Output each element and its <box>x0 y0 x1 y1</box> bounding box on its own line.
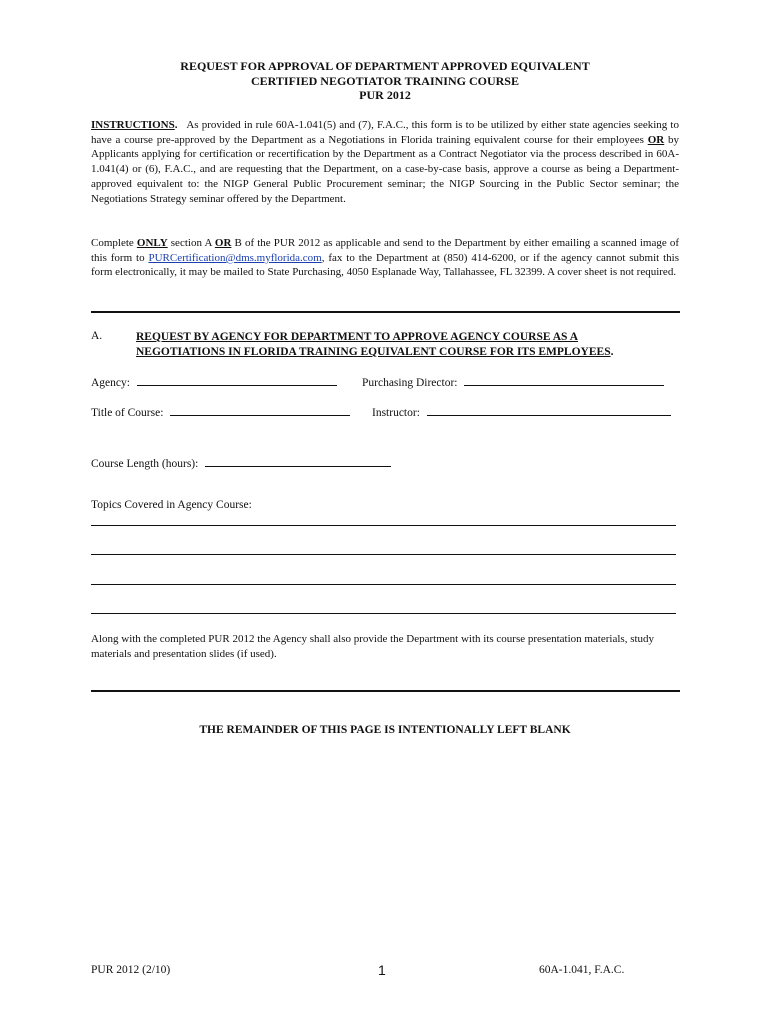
complete-text-c: B of the PUR 2012 as applicable and send to the Department by either emailing a scanned image of this form to <box>91 237 679 264</box>
instructor-input-line[interactable] <box>427 404 671 416</box>
materials-note: Along with the completed PUR 2012 the Agency shall also provide the Department with its course presentation materials, study materials and presentation slides (if used). <box>91 633 655 660</box>
footer-form-id: PUR 2012 (2/10) <box>91 964 171 976</box>
topics-line-3[interactable] <box>91 584 676 585</box>
footer-page-number: 1 <box>378 962 386 978</box>
complete-text-b: section A <box>170 237 212 249</box>
section-a-title-period: . <box>610 346 614 358</box>
agency-field <box>91 374 337 389</box>
instructions-paragraph <box>91 118 679 206</box>
course-length-label: Course Length (hours): <box>91 458 199 470</box>
form-title <box>0 59 770 103</box>
course-length-field <box>91 455 391 470</box>
instructions-heading: INSTRUCTIONS <box>91 119 175 131</box>
topics-label: Topics Covered in Agency Course: <box>91 499 252 511</box>
topics-line-1[interactable] <box>91 525 676 526</box>
divider-top <box>91 311 680 313</box>
complete-text-d: , fax to the Department at (850) 414-6200, or if the agency cannot submit this form electronically, it may be mailed to State Purchasing, 4050 Esplanade Way, Tallahassee, FL 32399. A cover sheet is not required. <box>91 251 679 279</box>
instructions-text-a: As provided in rule 60A-1.041(5) and (7), F.A.C., this form is to be utilized by either state agencies seeking to have a course pre-approved by the Department as a Negotiations in Florida training equivalent course for their employees <box>91 119 679 146</box>
section-a-title-line-2 <box>136 345 676 360</box>
course-title-field <box>91 404 350 419</box>
course-title-input-line[interactable] <box>170 404 350 416</box>
instructions-or: OR <box>647 133 665 146</box>
email-link[interactable]: PURCertification@dms.myflorida.com <box>148 251 322 264</box>
topics-line-4[interactable] <box>91 613 676 614</box>
section-a-title-line-2-text: NEGOTIATIONS IN FLORIDA TRAINING EQUIVALENT COURSE FOR ITS EMPLOYEES <box>136 346 611 358</box>
section-a-letter: A. <box>91 330 103 342</box>
title-line-1: REQUEST FOR APPROVAL OF DEPARTMENT APPROVED EQUIVALENT <box>180 59 590 73</box>
agency-label: Agency: <box>91 377 130 389</box>
purchasing-director-input-line[interactable] <box>464 374 664 386</box>
divider-bottom <box>91 690 680 692</box>
title-line-2: CERTIFIED NEGOTIATOR TRAINING COURSE <box>251 73 519 88</box>
complete-text-a: Complete <box>91 237 134 249</box>
title-line-3: PUR 2012 <box>359 88 411 102</box>
section-a-title-line-1: REQUEST BY AGENCY FOR DEPARTMENT TO APPROVE AGENCY COURSE AS A <box>136 331 578 343</box>
footer-rule-ref: 60A-1.041, F.A.C. <box>539 964 625 976</box>
purchasing-director-label: Purchasing Director: <box>362 377 458 389</box>
complete-or: OR <box>214 237 232 249</box>
agency-input-line[interactable] <box>137 374 337 386</box>
blank-page-note: THE REMAINDER OF THIS PAGE IS INTENTIONALLY LEFT BLANK <box>199 724 571 736</box>
complete-only: ONLY <box>136 237 168 249</box>
instructor-label: Instructor: <box>372 407 420 419</box>
instructions-text-b: by Applicants applying for certification or recertification by the Department as a Contract Negotiator via the process described in 60A-1.041(4) or (6), F.A.C., and are requesting that the Department, on a case-by-case basis, approve a course as being a Department-approved equivalent to: the NIGP General Public Procurement seminar; the NIGP Sourcing in the Public Sector seminar; the Negotiations Strategy seminar offered by the Department. <box>91 133 679 205</box>
course-title-label: Title of Course: <box>91 407 164 419</box>
course-length-input-line[interactable] <box>205 455 391 467</box>
instructions-heading-suffix: . <box>174 119 178 131</box>
topics-line-2[interactable] <box>91 554 676 555</box>
purchasing-director-field <box>362 374 664 389</box>
instructor-field <box>372 404 671 419</box>
complete-paragraph <box>91 236 679 280</box>
section-a-title <box>136 330 676 360</box>
